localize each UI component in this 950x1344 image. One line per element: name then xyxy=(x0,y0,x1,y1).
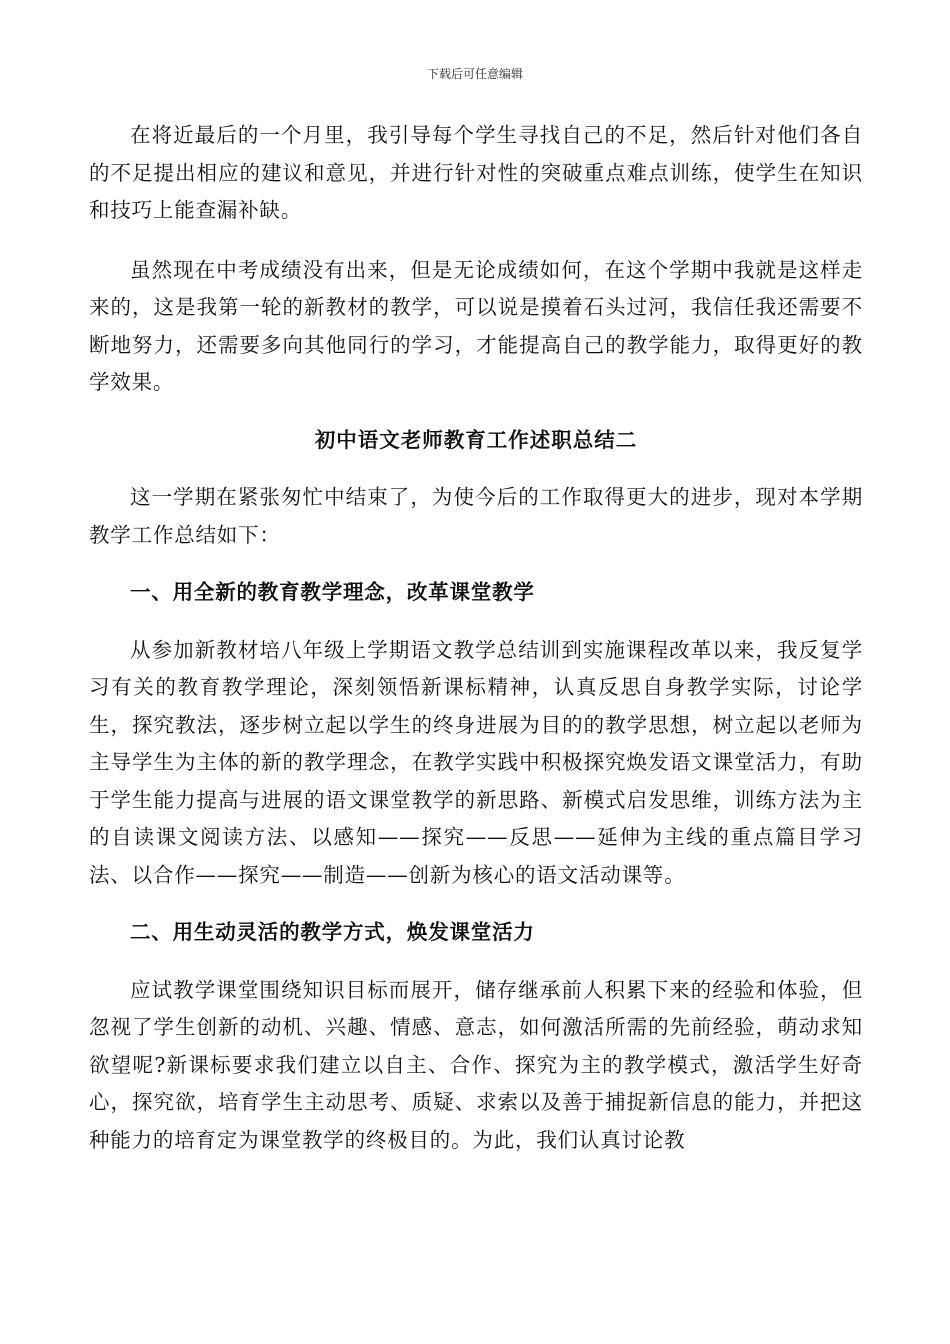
paragraph-5: 应试教学课堂围绕知识目标而展开，储存继承前人积累下来的经验和体验，但忽视了学生创新的动机、兴趣、情感、意志，如何激活所需的先前经验，萌动求知欲望呢?新课标要求我们建立以自主、合作、探究为主的教学模式，激活学生好奇心，探究欲，培育学生主动思考、质疑、求索以及善于捕捉新信息的能力，并把这种能力的培育定为课堂教学的终极目的。为此，我们认真讨论教 xyxy=(89,977,863,1152)
paragraph-2: 虽然现在中考成绩没有出来，但是无论成绩如何，在这个学期中我就是这样走来的，这是我第一轮的新教材的教学，可以说是摸着石头过河，我信任我还需要不断地努力，还需要多向其他同行的学习，才能提高自己的教学能力，取得更好的教学效果。 xyxy=(89,257,863,394)
page-header: 下载后可任意编辑 xyxy=(426,67,523,81)
document-body xyxy=(89,117,863,1159)
paragraph-3: 这一学期在紧张匆忙中结束了，为使今后的工作取得更大的进步，现对本学期教学工作总结如下： xyxy=(89,485,863,547)
paragraph-4: 从参加新教材培八年级上学期语文教学总结训到实施课程改革以来，我反复学习有关的教育教学理论，深刻领悟新课标精神，认真反思自身教学实际，讨论学生，探究教法，逐步树立起以学生的终身进展为目的的教学思想，树立起以老师为主导学生为主体的新的教学理念，在教学实践中积极探究焕发语文课堂活力，有助于学生能力提高与进展的语文课堂教学的新思路、新模式启发思维，训练方法为主的自读课文阅读方法、以感知——探究——反思——延伸为主线的重点篇目学习法、以合作——探究——制造——创新为核心的语文活动课等。 xyxy=(89,637,863,887)
heading-1: 一、用全新的教育教学理念，改革课堂教学 xyxy=(130,580,535,604)
heading-2: 二、用生动灵活的教学方式，焕发课堂活力 xyxy=(130,920,535,944)
paragraph-1: 在将近最后的一个月里，我引导每个学生寻找自己的不足，然后针对他们各自的不足提出相应的建议和意见，并进行针对性的突破重点难点训练，使学生在知识和技巧上能查漏补缺。 xyxy=(89,123,863,222)
section-title: 初中语文老师教育工作述职总结二 xyxy=(314,427,638,452)
